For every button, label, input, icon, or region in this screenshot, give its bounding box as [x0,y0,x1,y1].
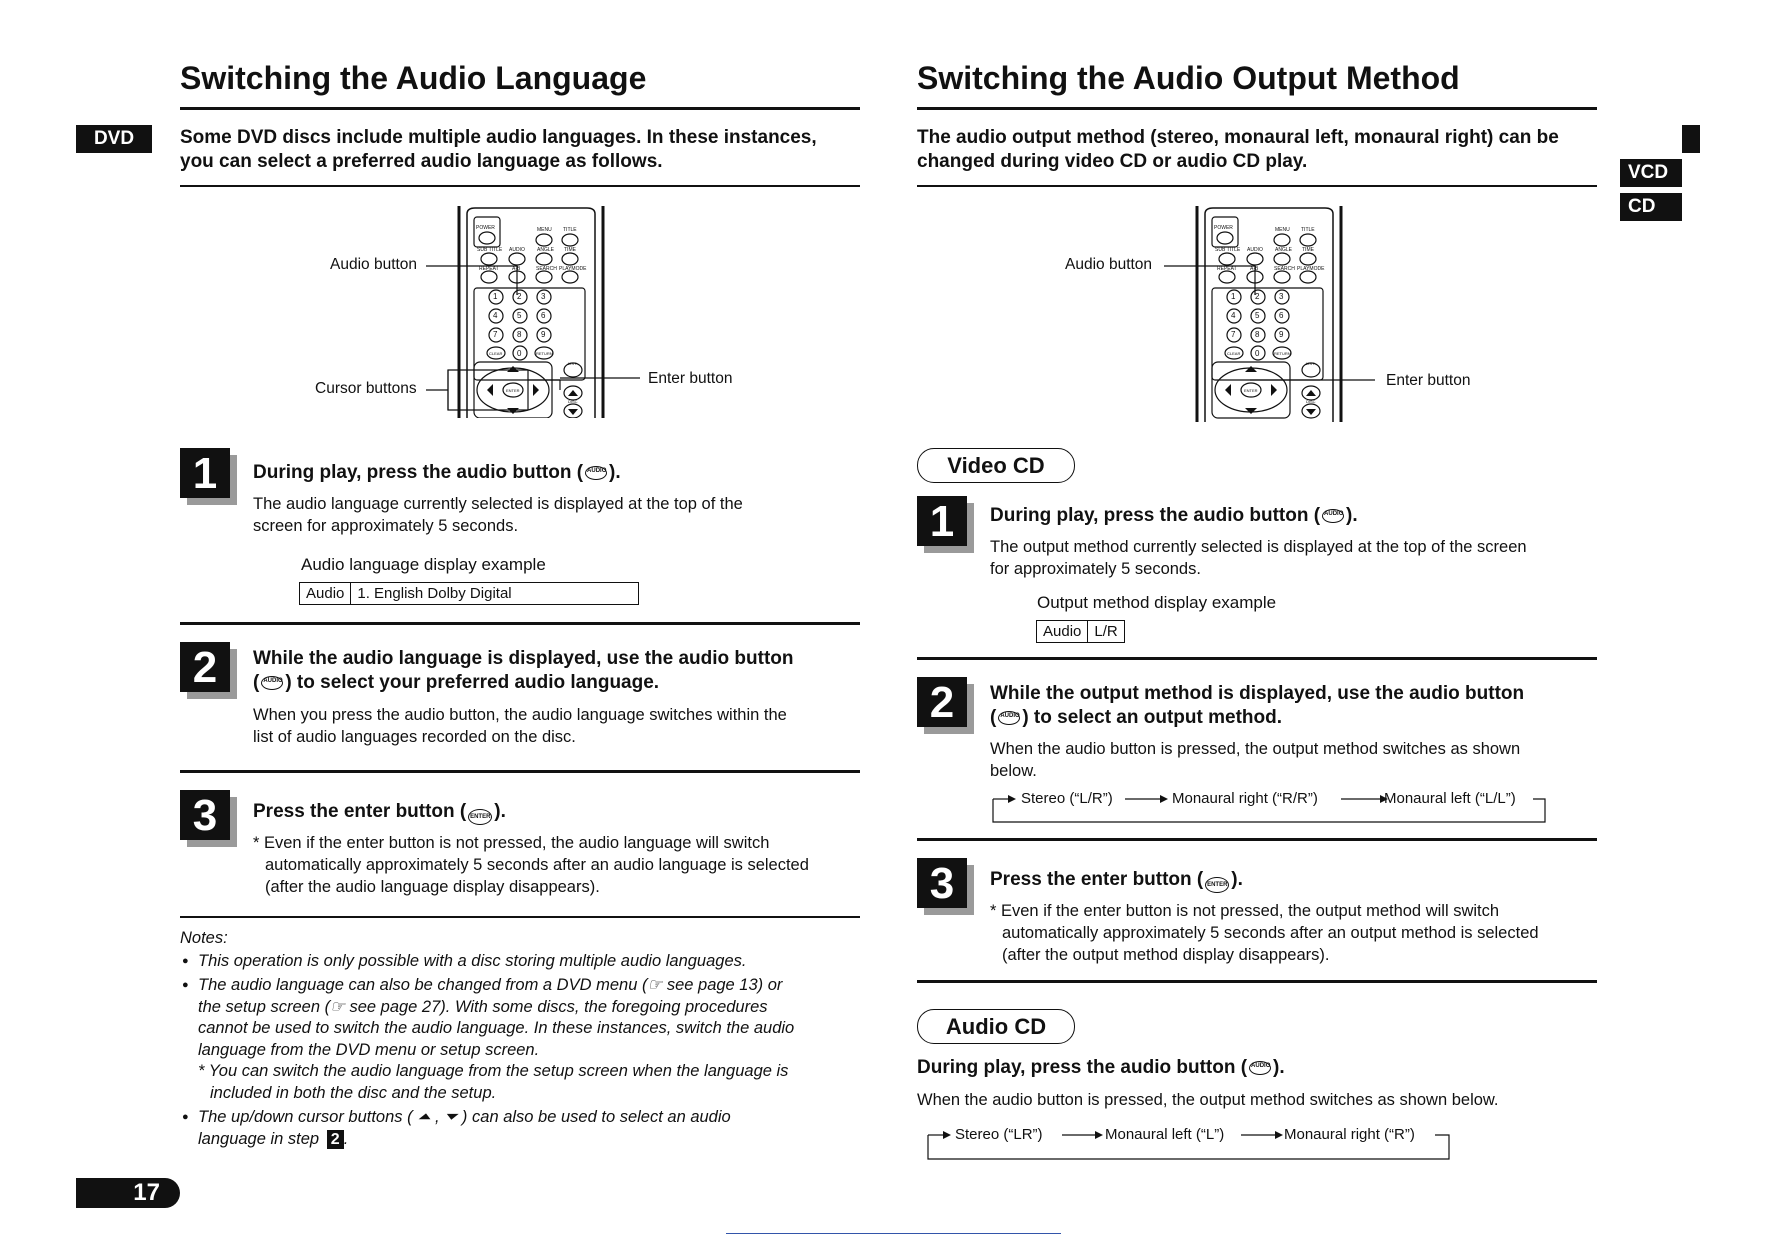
title-rule-right [917,107,1597,110]
note-2-line4: language from the DVD menu or setup screen. [198,1040,540,1059]
step2-heading-line1: While the audio language is displayed, use the audio button [253,648,794,669]
step3-heading-text: Press the enter button ( [253,801,467,822]
step-heading-3-left [253,800,506,825]
remote-digit-1: 1 [493,292,498,301]
acd-flow-monaural-left: Monaural left (“L”) [1105,1126,1225,1143]
remote-digit-5: 5 [1255,311,1260,320]
remote-label-repeat: REPEAT [479,266,499,272]
remote-digit-3: 3 [1279,292,1284,301]
remote-digit-7: 7 [493,330,498,339]
remote-label-subtitle: SUB TITLE [477,247,503,253]
remote-label-audio: AUDIO [1247,247,1263,253]
step3-body-line3: (after the audio language display disappears). [265,878,600,896]
step-heading-2-right [990,682,1524,730]
step2-heading-line2: ) to select your preferred audio language. [285,672,660,693]
step-number-2-left: 2 [180,642,230,692]
output-method-display-box [1036,620,1125,643]
step1-heading-text: During play, press the audio button ( [253,462,584,483]
remote-label-enter: ENTER [1244,388,1258,393]
step1-body-line1: The audio language currently selected is displayed at the top of the [253,495,743,513]
step-number-3-left: 3 [180,790,230,840]
callout-cursor-buttons-left: Cursor buttons [315,380,417,397]
step-body-1-right [990,536,1527,580]
step3-body-line2: automatically approximately 5 seconds after an audio language is selected [265,856,809,874]
display-value: 1. English Dolby Digital [350,583,517,604]
step-body-3-left [253,832,809,898]
remote-digit-5: 5 [517,311,522,320]
page-number: 17 [76,1178,180,1208]
remote-label-search: SEARCH [1274,266,1295,272]
vcd-flow-monaural-left: Monaural left (“L/L”) [1384,790,1516,807]
acd-flow-stereo: Stereo (“LR”) [955,1126,1043,1143]
right-intro [917,126,1607,174]
vcd-flow-monaural-right: Monaural right (“R/R”) [1172,790,1318,807]
note-2-line5: * You can switch the audio language from the setup screen when the language is [198,1062,789,1080]
step3-rule-left [180,916,860,918]
remote-digit-2: 2 [517,292,522,301]
audio-cd-label: Audio CD [917,1009,1075,1044]
step3-body-line1: * Even if the enter button is not pressed, the audio language will switch [253,834,770,852]
audio-button-icon [1249,1061,1271,1075]
remote-digit-2: 2 [1255,292,1260,301]
vcd-step2-rule [917,838,1597,841]
remote-digit-6: 6 [1279,311,1284,320]
step2-body-line1: When you press the audio button, the audio language switches within the [253,706,787,724]
step1-body-line2: screen for approximately 5 seconds. [253,517,519,535]
audio-language-example-label: Audio language display example [301,555,546,574]
note-item-2 [180,975,870,1104]
step2-heading-open: ( [253,672,260,693]
display-value: L/R [1087,621,1123,642]
remote-label-title: TITLE [1301,227,1315,233]
step-heading-2-left [253,647,794,695]
remote-label-subtitle: SUB TITLE [1215,247,1241,253]
callout-enter-button-right: Enter button [1386,372,1471,389]
note-2-line6: included in both the disc and the setup. [210,1083,497,1102]
step2-rule-left [180,770,860,773]
left-intro-line2: you can select a preferred audio language as follows. [180,151,663,172]
remote-digit-4: 4 [493,311,498,320]
cd-tag: CD [1620,193,1682,221]
callout-lines-right [1160,250,1380,390]
dvd-tag: DVD [76,125,152,153]
vcd-flow-stereo: Stereo (“L/R”) [1021,790,1113,807]
note-2-line1: ● The audio language can also be changed from a DVD menu (☞ see page 13) or [198,976,783,994]
left-page-title: Switching the Audio Language [180,60,647,96]
remote-label-clear: CLEAR [489,351,503,356]
acd-flow-monaural-right: Monaural right (“R”) [1284,1126,1415,1143]
right-intro-line1: The audio output method (stereo, monaural left, monaural right) can be [917,127,1559,148]
remote-label-playmode: PLAYMODE [1297,266,1325,272]
remote-digit-6: 6 [541,311,546,320]
remote-digit-7: 7 [1231,330,1236,339]
note-item-1 [180,951,870,973]
remote-label-angle: ANGLE [1275,247,1292,253]
remote-digit-3: 3 [541,292,546,301]
note-3-line2: language in step [198,1129,320,1148]
audio-button-icon [585,466,607,480]
intro-rule-left [180,185,860,187]
step-heading-1-right [990,504,1358,528]
remote-label-ab: A-B [1250,266,1259,272]
title-rule-left [180,107,860,110]
remote-digit-9: 9 [1279,330,1284,339]
vcd-step1-body-line1: The output method currently selected is displayed at the top of the screen [990,538,1527,556]
notes-section [180,928,870,1153]
vcd-step2-heading-open: ( [990,707,997,728]
vcd-step3-body-line2: automatically approximately 5 seconds after an output method is selected [1002,924,1539,942]
remote-label-enter: ENTER [506,388,520,393]
vcd-step3-body-line3: (after the output method display disappears). [1002,946,1330,964]
remote-label-playmode: PLAYMODE [559,266,587,272]
remote-label-power: POWER [476,225,495,231]
remote-label-menu: MENU [537,227,552,233]
audio-button-icon [1322,509,1344,523]
audio-button-icon [261,676,283,690]
vcd-step3-heading-end: ). [1231,869,1243,890]
step2-body-line2: list of audio languages recorded on the disc. [253,728,576,746]
audio-cd-body: When the audio button is pressed, the output method switches as shown below. [917,1091,1499,1109]
step-number-3-right: 3 [917,858,967,908]
remote-label-menu: MENU [1275,227,1290,233]
acd-heading-text: During play, press the audio button ( [917,1057,1248,1078]
remote-digit-0: 0 [517,349,522,358]
right-intro-line2: changed during video CD or audio CD play. [917,151,1308,172]
remote-label-ab: A-B [512,266,521,272]
remote-label-time: TIME [564,247,576,253]
remote-digit-1: 1 [1231,292,1236,301]
audio-cd-heading [917,1056,1285,1080]
left-intro-line1: Some DVD discs include multiple audio languages. In these instances, [180,127,817,148]
step3-heading-end: ). [494,801,506,822]
enter-button-icon: ENTER [1205,877,1229,893]
step1-rule-left [180,622,860,625]
step-number-1-right: 1 [917,496,967,546]
vcd-step1-heading-end: ). [1346,505,1358,526]
step-body-1-left [253,493,743,537]
remote-label-repeat: REPEAT [1217,266,1237,272]
remote-label-list: LIST [568,361,577,366]
vcd-step2-heading-line1: While the output method is displayed, use the audio button [990,683,1525,704]
remote-label-power: POWER [1214,225,1233,231]
vcd-tag: VCD [1620,159,1682,187]
step-number-2-right: 2 [917,677,967,727]
callout-audio-button-right: Audio button [1065,256,1153,273]
callout-lines-left [420,250,640,420]
remote-digit-9: 9 [541,330,546,339]
remote-label-return: RETURN [1274,351,1291,356]
right-page-title: Switching the Audio Output Method [917,60,1460,96]
step-body-3-right [990,900,1539,966]
remote-label-return: RETURN [536,351,553,356]
intro-rule-right [917,185,1597,187]
vcd-step3-body-line1: * Even if the enter button is not pressed, the output method will switch [990,902,1500,920]
remote-label-angle: ANGLE [537,247,554,253]
video-cd-label: Video CD [917,448,1075,483]
remote-label-disc: DISC [568,399,578,404]
vcd-step3-rule [917,980,1597,983]
note-item-3 [180,1107,870,1150]
step-heading-1-left [253,461,621,485]
vcd-step2-heading-line2: ) to select an output method. [1022,707,1282,728]
remote-label-search: SEARCH [536,266,557,272]
remote-digit-8: 8 [1255,330,1260,339]
step-number-1-left: 1 [180,448,230,498]
note-2-line3: cannot be used to switch the audio language. In these instances, switch the audio [198,1019,795,1037]
step-body-2-right [990,738,1520,782]
remote-digit-0: 0 [1255,349,1260,358]
display-key: Audio [306,585,345,602]
dvd-tag-edge [1682,125,1700,153]
note-3-line1: ● The up/down cursor buttons ( ⏶ , ⏷ ) can also be used to select an audio [198,1108,731,1126]
audio-language-display-box [299,582,639,605]
remote-digit-8: 8 [517,330,522,339]
remote-label-title: TITLE [563,227,577,233]
display-key: Audio [1043,623,1082,640]
step-2-badge: 2 [327,1130,344,1149]
vcd-step2-body-line2: below. [990,762,1037,780]
output-method-example-label: Output method display example [1037,593,1277,612]
vcd-step3-heading-text: Press the enter button ( [990,869,1204,890]
remote-digit-4: 4 [1231,311,1236,320]
footer-line [726,1233,1061,1234]
audio-button-icon [998,711,1020,725]
callout-enter-button-left: Enter button [648,370,733,387]
remote-label-audio: AUDIO [509,247,525,253]
notes-label: Notes: [180,929,228,947]
acd-heading-end: ). [1273,1057,1285,1078]
step1-heading-end: ). [609,462,621,483]
vcd-step1-heading-text: During play, press the audio button ( [990,505,1321,526]
remote-label-time: TIME [1302,247,1314,253]
remote-label-list: LIST [1306,361,1315,366]
left-intro [180,126,860,174]
vcd-step1-body-line2: for approximately 5 seconds. [990,560,1201,578]
step-body-2-left [253,704,787,748]
note-1-text: This operation is only possible with a disc storing multiple audio languages. [198,951,747,970]
note-2-line2: the setup screen (☞ see page 27). With some discs, the foregoing procedures [198,997,768,1016]
enter-button-icon: ENTER [468,809,492,825]
remote-label-disc: DISC [1306,399,1316,404]
remote-label-clear: CLEAR [1227,351,1241,356]
step-heading-3-right [990,868,1243,893]
vcd-step2-body-line1: When the audio button is pressed, the output method switches as shown [990,740,1521,758]
note-3-end: . [343,1129,349,1148]
vcd-step1-rule [917,657,1597,660]
callout-audio-button-left: Audio button [330,256,418,273]
